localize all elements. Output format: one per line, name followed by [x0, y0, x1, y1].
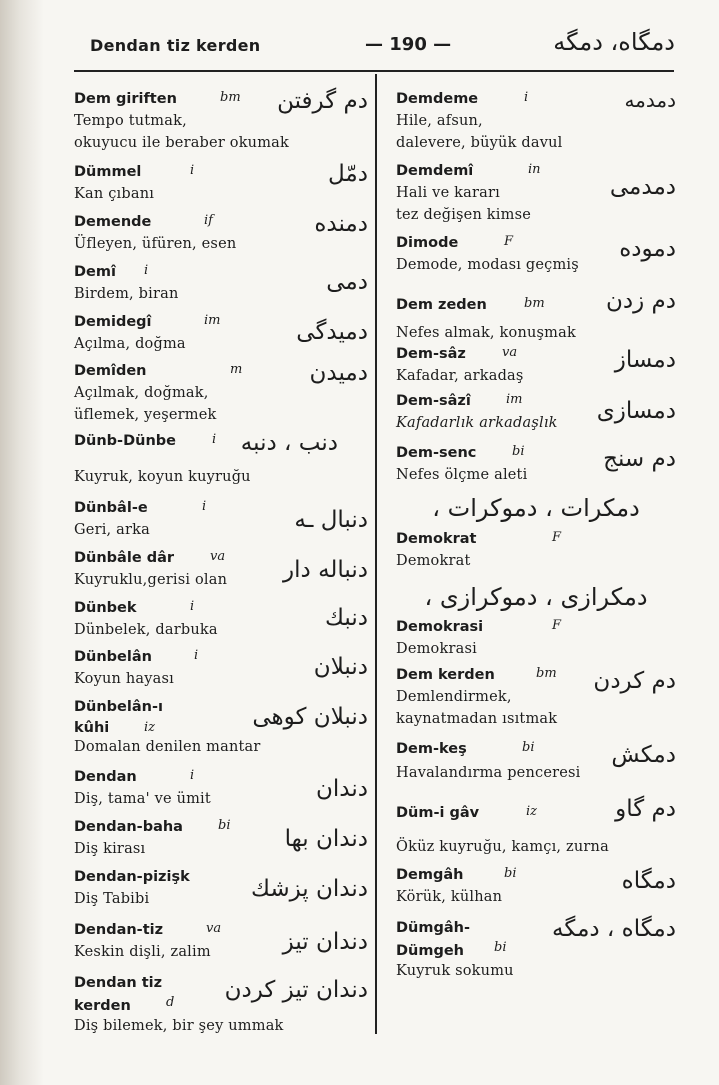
left-column: [74, 88, 368, 1037]
arabic-headword: دموده: [619, 236, 676, 262]
headword: Dem-keş: [396, 741, 467, 757]
dictionary-entry: [74, 211, 368, 261]
grammar-tag: F: [552, 530, 562, 545]
dictionary-entry: [74, 971, 368, 1037]
grammar-tag: va: [210, 549, 226, 564]
headword: Dem-senc: [396, 445, 477, 461]
dictionary-entry: [396, 528, 676, 578]
grammar-tag: bi: [494, 940, 507, 955]
definition: kaynatmadan ısıtmak: [396, 711, 558, 727]
grammar-tag: va: [206, 921, 222, 936]
arabic-headword: دمدمى: [609, 174, 676, 200]
grammar-tag: bi: [522, 740, 535, 755]
definition: Tempo tutmak,: [74, 113, 187, 129]
definition: Kuyruklu,gerisi olan: [74, 572, 228, 588]
running-head-arabic: دمگاه، دمگه: [553, 28, 675, 56]
grammar-tag: i: [190, 163, 195, 178]
grammar-tag: bm: [220, 90, 241, 105]
dictionary-entry: [74, 646, 368, 696]
dictionary-entry: [74, 161, 368, 211]
dictionary-entry: [396, 664, 676, 734]
grammar-tag: i: [194, 648, 199, 663]
dictionary-entry: [396, 442, 676, 488]
arabic-headword: دنب ، دنبه: [240, 430, 338, 456]
arabic-headword: دمگاه ، دمگه: [552, 916, 676, 942]
grammar-tag: im: [506, 392, 523, 407]
headword: Dendan tiz kerden: [74, 975, 163, 1014]
dictionary-entry: [74, 816, 368, 866]
dictionary-entry: [74, 696, 368, 766]
page-header: [90, 28, 675, 64]
grammar-tag: i: [212, 432, 217, 447]
headword: Dümmel: [74, 164, 142, 180]
page-edge-shadow: [0, 0, 44, 1085]
definition: Koyun hayası: [74, 671, 174, 687]
grammar-tag: bm: [524, 296, 545, 311]
grammar-tag: m: [230, 362, 243, 377]
definition: Havalandırma penceresi: [396, 765, 581, 781]
headword: Dem giriften: [74, 91, 177, 107]
dictionary-entry: [396, 232, 676, 288]
definition: Açılma, doğma: [74, 336, 186, 352]
dictionary-entry: [396, 916, 676, 986]
arabic-headword: دم كردن: [593, 668, 676, 694]
grammar-tag: iz: [526, 804, 538, 819]
headword: Dendan-baha: [74, 819, 183, 835]
arabic-headword: دندان بها: [284, 826, 368, 852]
dictionary-entry: [396, 160, 676, 232]
dictionary-entry: [396, 864, 676, 916]
arabic-headword: دمنده: [314, 211, 368, 237]
right-column: [396, 88, 676, 986]
headword: Dendan: [74, 769, 137, 785]
dictionary-entry: [74, 547, 368, 597]
header-rule: [74, 70, 674, 72]
headword: Düm-i gâv: [396, 805, 480, 821]
arabic-headword: دم گاو: [615, 796, 676, 822]
dictionary-entry: [396, 734, 676, 796]
dictionary-entry: [74, 497, 368, 547]
arabic-headword: دنبك: [325, 605, 368, 631]
dictionary-entry: [74, 430, 368, 497]
dictionary-entry: [396, 616, 676, 664]
headword: Dem zeden: [396, 297, 487, 313]
grammar-tag: bm: [536, 666, 557, 681]
dictionary-entry: [74, 261, 368, 311]
definition: Kafadar, arkadaş: [396, 368, 524, 384]
grammar-tag: bi: [512, 444, 525, 459]
grammar-tag: i: [144, 263, 149, 278]
headword: Dünbâl-e: [74, 500, 148, 516]
arabic-headword: دميدگى: [296, 319, 368, 345]
grammar-tag: F: [504, 234, 514, 249]
definition: Açılmak, doğmak,: [74, 385, 209, 401]
headword: Dünb-Dünbe: [74, 433, 176, 449]
definition: Diş, tama' ve ümit: [74, 791, 211, 807]
dictionary-entry: [74, 88, 368, 161]
definition: Kafadarlık arkadaşlık: [396, 415, 558, 431]
dictionary-entry: [396, 343, 676, 390]
grammar-tag: i: [190, 599, 195, 614]
arabic-headword: دندان تيز كردن: [224, 977, 368, 1003]
headword: Demdeme: [396, 91, 479, 107]
arabic-headword: دنبلان كوهى: [252, 704, 368, 730]
definition: dalevere, büyük davul: [396, 135, 563, 151]
running-head: Dendan tiz kerden: [90, 36, 261, 55]
headword: Dünbelân-ı kûhi: [74, 699, 163, 736]
arabic-headword: دنباله دار: [283, 557, 368, 583]
definition: Domalan denilen mantar: [74, 739, 261, 755]
headword: Demdemî: [396, 163, 474, 179]
definition: okuyucu ile beraber okumak: [74, 135, 289, 151]
headword: Dendan-pizişk: [74, 869, 190, 885]
dictionary-entry: [396, 288, 676, 343]
headword: Demîden: [74, 363, 147, 379]
definition: Körük, külhan: [396, 889, 503, 905]
definition: Kuyruk, koyun kuyruğu: [74, 469, 251, 485]
definition: Nefes almak, konuşmak: [396, 325, 576, 341]
arabic-headword: دمّل: [328, 161, 368, 187]
arabic-headword: دمى: [326, 269, 368, 295]
dictionary-entry: [396, 88, 676, 160]
arabic-headword: دمكش: [611, 742, 676, 768]
dictionary-entry: [396, 796, 676, 856]
grammar-tag: i: [524, 90, 529, 105]
headword: Dünbâle dâr: [74, 550, 175, 566]
headword: Demî: [74, 264, 116, 280]
arabic-variant-line: دمكرازى ، دموكرازى ،: [424, 583, 648, 611]
definition: Dünbelek, darbuka: [74, 622, 218, 638]
grammar-tag: d: [166, 995, 175, 1010]
headword: Demidegî: [74, 314, 152, 330]
dictionary-entry: [396, 390, 676, 442]
arabic-headword: دم گرفتن: [277, 88, 368, 114]
headword: Dendan-tiz: [74, 922, 164, 938]
dictionary-entry: [74, 766, 368, 816]
arabic-headword: دمساز: [614, 347, 676, 373]
definition: Geri, arka: [74, 522, 150, 538]
arabic-headword: دندان پزشك: [250, 876, 368, 902]
definition: Öküz kuyruğu, kamçı, zurna: [396, 839, 609, 855]
definition: Hile, afsun,: [396, 113, 483, 129]
definition: Nefes ölçme aleti: [396, 467, 528, 483]
grammar-tag: i: [202, 499, 207, 514]
dictionary-entry: [74, 360, 368, 430]
dictionary-entry: [74, 866, 368, 919]
headword: Demokrasi: [396, 619, 484, 635]
headword: Demgâh: [396, 867, 464, 883]
definition: Demlendirmek,: [396, 689, 512, 705]
definition: Üfleyen, üfüren, esen: [74, 236, 237, 252]
dictionary-entry: [74, 311, 368, 360]
arabic-headword: دندان: [316, 776, 368, 802]
headword: Dem kerden: [396, 667, 495, 683]
arabic-headword: دنبلان: [313, 654, 368, 680]
arabic-headword: دميدن: [309, 360, 368, 386]
grammar-tag: F: [552, 618, 562, 633]
headword: Dünbek: [74, 600, 137, 616]
definition: Demode, modası geçmiş: [396, 257, 579, 273]
arabic-headword: دنبال ـه: [294, 507, 368, 533]
definition: üflemek, yeşermek: [74, 407, 217, 423]
grammar-tag: im: [204, 313, 221, 328]
arabic-headword: دم زدن: [605, 288, 676, 314]
headword: Demokrat: [396, 531, 477, 547]
arabic-headword: دندان تيز: [282, 929, 368, 955]
definition: Diş bilemek, bir şey ummak: [74, 1018, 284, 1034]
definition: Birdem, biran: [74, 286, 179, 302]
arabic-headword: دم سنج: [603, 446, 676, 472]
grammar-tag: in: [528, 162, 541, 177]
arabic-headword: دمگاه: [621, 868, 676, 894]
grammar-tag: if: [204, 213, 213, 228]
definition: Diş kirası: [74, 841, 146, 857]
column-divider: [375, 74, 377, 1034]
definition: tez değişen kimse: [396, 207, 532, 223]
definition: Kuyruk sokumu: [396, 963, 514, 979]
grammar-tag: iz: [144, 720, 156, 735]
arabic-variant-line: دمكرات ، دموكرات ،: [432, 494, 640, 522]
headword: Dimode: [396, 235, 459, 251]
definition: Demokrat: [396, 553, 471, 569]
definition: Diş Tabibi: [74, 891, 150, 907]
dictionary-entry: [74, 919, 368, 971]
headword: Demende: [74, 214, 152, 230]
headword: Dünbelân: [74, 649, 152, 665]
grammar-tag: bi: [504, 866, 517, 881]
definition: Hali ve kararı: [396, 185, 500, 201]
page-number: — 190 —: [365, 34, 452, 55]
headword: Dem-sâz: [396, 346, 466, 362]
grammar-tag: i: [190, 768, 195, 783]
definition: Demokrasi: [396, 641, 477, 657]
headword: Dem-sâzî: [396, 393, 471, 409]
grammar-tag: bi: [218, 818, 231, 833]
definition: Kan çıbanı: [74, 186, 155, 202]
dictionary-entry: [74, 597, 368, 646]
arabic-headword: دمدمه: [624, 88, 676, 112]
definition: Keskin dişli, zalim: [74, 944, 211, 960]
grammar-tag: va: [502, 345, 518, 360]
headword: Dümgâh- Dümgeh: [396, 920, 470, 959]
arabic-headword: دمسازى: [596, 398, 676, 424]
